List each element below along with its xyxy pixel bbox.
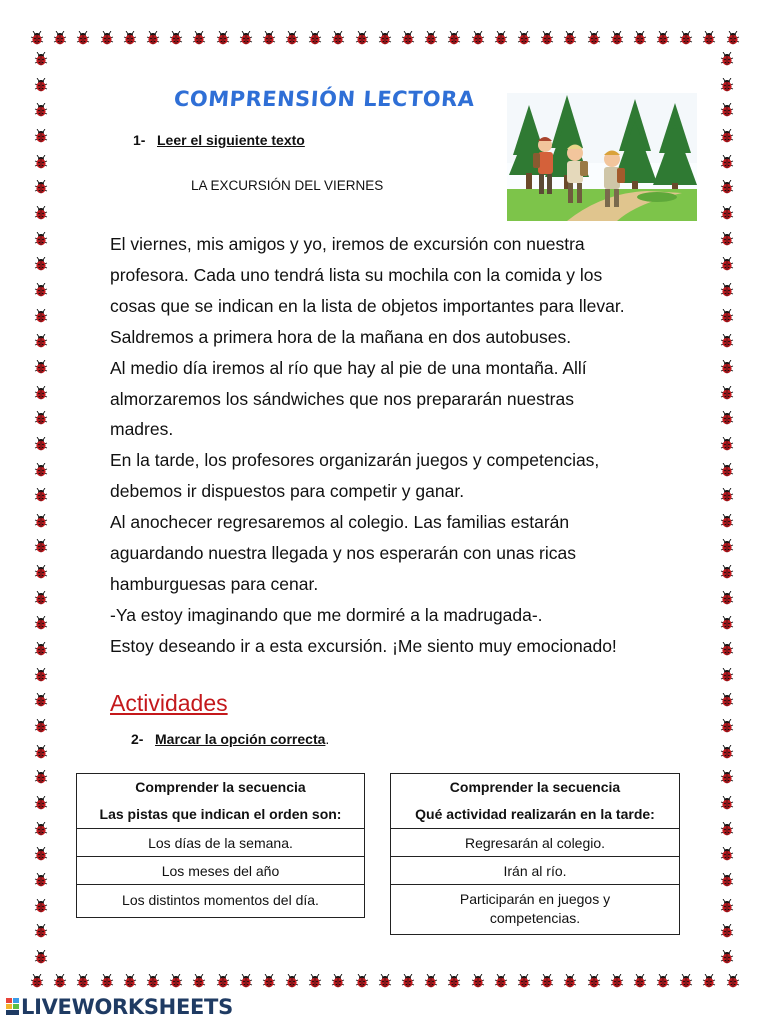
ladybug-icon — [720, 668, 734, 682]
ladybug-icon — [633, 974, 647, 988]
ladybug-icon — [587, 974, 601, 988]
table-1-option-3[interactable]: Los distintos momentos del día. — [77, 884, 364, 914]
ladybug-icon — [34, 745, 48, 759]
story-line: Estoy deseando ir a esta excursión. ¡Me siento muy emocionado! — [110, 635, 617, 656]
footer-brand[interactable]: LIVEWORKSHEETS — [21, 995, 233, 1019]
story-line: hamburguesas para cenar. — [110, 573, 319, 594]
ladybug-border-right — [720, 52, 734, 964]
activities-heading: Actividades — [110, 690, 228, 716]
ladybug-icon — [563, 31, 577, 45]
ladybug-icon — [30, 31, 44, 45]
story-line: almorzaremos los sándwiches que nos prepararán nuestras — [110, 388, 574, 409]
ladybug-icon — [494, 31, 508, 45]
ladybug-icon — [285, 974, 299, 988]
ladybug-border-bottom — [30, 974, 740, 988]
ladybug-icon — [34, 52, 48, 66]
instruction-2-suffix: . — [325, 731, 330, 747]
ladybug-icon — [34, 155, 48, 169]
table-2-option-2[interactable]: Irán al río. — [391, 856, 679, 884]
table-2-option-1[interactable]: Regresarán al colegio. — [391, 828, 679, 856]
ladybug-icon — [34, 103, 48, 117]
ladybug-icon — [76, 31, 90, 45]
ladybug-icon — [34, 796, 48, 810]
instruction-2-text: Marcar la opción correcta — [155, 731, 326, 747]
ladybug-icon — [401, 974, 415, 988]
ladybug-icon — [123, 974, 137, 988]
ladybug-icon — [720, 129, 734, 143]
ladybug-icon — [471, 974, 485, 988]
ladybug-icon — [720, 180, 734, 194]
ladybug-icon — [239, 31, 253, 45]
story-line: aguardando nuestra llegada y nos esperarán con unas ricas — [110, 543, 577, 564]
ladybug-icon — [34, 180, 48, 194]
ladybug-icon — [720, 822, 734, 836]
ladybug-icon — [34, 950, 48, 964]
ladybug-icon — [424, 974, 438, 988]
ladybug-icon — [720, 52, 734, 66]
ladybug-icon — [34, 386, 48, 400]
story-line: Al medio día iremos al río que hay al pie de una montaña. Allí — [110, 357, 587, 378]
ladybug-icon — [331, 31, 345, 45]
page-title: COMPRENSIÓN LECTORA — [173, 87, 476, 111]
ladybug-icon — [401, 31, 415, 45]
story-text — [110, 229, 670, 662]
ladybug-icon — [34, 206, 48, 220]
ladybug-icon — [262, 31, 276, 45]
ladybug-icon — [146, 31, 160, 45]
ladybug-icon — [720, 719, 734, 733]
table-2-option-3[interactable]: Participarán en juegos y competencias. — [391, 884, 679, 933]
ladybug-icon — [34, 257, 48, 271]
ladybug-icon — [720, 514, 734, 528]
ladybug-icon — [34, 693, 48, 707]
story-line: debemos ir dispuestos para competir y ganar. — [110, 481, 465, 502]
instruction-1-number: 1- — [133, 132, 146, 148]
ladybug-icon — [34, 668, 48, 682]
hiking-children-illustration — [507, 93, 697, 221]
story-line: En la tarde, los profesores organizarán juegos y competencias, — [110, 450, 600, 471]
table-2-header: Comprender la secuencia — [449, 779, 621, 795]
ladybug-icon — [146, 974, 160, 988]
ladybug-icon — [720, 78, 734, 92]
ladybug-icon — [216, 974, 230, 988]
ladybug-icon — [192, 974, 206, 988]
ladybug-icon — [30, 974, 44, 988]
ladybug-icon — [720, 309, 734, 323]
ladybug-icon — [720, 539, 734, 553]
instruction-2-number: 2- — [131, 731, 144, 747]
ladybug-icon — [34, 411, 48, 425]
story-line: Al anochecer regresaremos al colegio. Las familias estarán — [110, 512, 570, 533]
question-table-1 — [76, 773, 365, 918]
ladybug-icon — [540, 31, 554, 45]
ladybug-icon — [331, 974, 345, 988]
ladybug-icon — [726, 31, 740, 45]
ladybug-icon — [720, 770, 734, 784]
ladybug-icon — [587, 31, 601, 45]
table-1-option-1[interactable]: Los días de la semana. — [77, 828, 364, 856]
liveworksheets-logo-icon — [6, 998, 20, 1016]
ladybug-icon — [720, 950, 734, 964]
ladybug-icon — [563, 974, 577, 988]
ladybug-icon — [34, 642, 48, 656]
ladybug-icon — [216, 31, 230, 45]
ladybug-icon — [720, 847, 734, 861]
ladybug-icon — [540, 974, 554, 988]
ladybug-icon — [720, 745, 734, 759]
ladybug-icon — [447, 31, 461, 45]
ladybug-icon — [720, 488, 734, 502]
ladybug-icon — [34, 847, 48, 861]
ladybug-icon — [34, 539, 48, 553]
ladybug-icon — [355, 974, 369, 988]
ladybug-icon — [720, 463, 734, 477]
instruction-2 — [131, 731, 329, 747]
ladybug-icon — [720, 103, 734, 117]
table-1-option-2[interactable]: Los meses del año — [77, 856, 364, 884]
ladybug-icon — [34, 822, 48, 836]
ladybug-icon — [720, 796, 734, 810]
story-line: -Ya estoy imaginando que me dormiré a la madrugada-. — [110, 604, 543, 625]
ladybug-icon — [34, 78, 48, 92]
ladybug-icon — [494, 974, 508, 988]
ladybug-icon — [34, 463, 48, 477]
ladybug-icon — [720, 924, 734, 938]
instruction-1 — [133, 132, 305, 148]
table-1-header: Comprender la secuencia — [135, 779, 306, 795]
ladybug-icon — [34, 488, 48, 502]
ladybug-icon — [34, 719, 48, 733]
ladybug-icon — [702, 974, 716, 988]
ladybug-icon — [34, 514, 48, 528]
story-line: madres. — [110, 419, 174, 440]
ladybug-icon — [720, 283, 734, 297]
ladybug-icon — [720, 565, 734, 579]
ladybug-icon — [702, 31, 716, 45]
ladybug-icon — [720, 334, 734, 348]
ladybug-icon — [720, 616, 734, 630]
ladybug-icon — [34, 334, 48, 348]
ladybug-icon — [34, 770, 48, 784]
ladybug-icon — [34, 283, 48, 297]
ladybug-icon — [610, 974, 624, 988]
instruction-1-text: Leer el siguiente texto — [157, 132, 305, 148]
ladybug-icon — [720, 437, 734, 451]
ladybug-icon — [720, 642, 734, 656]
ladybug-icon — [262, 974, 276, 988]
ladybug-icon — [378, 31, 392, 45]
ladybug-icon — [610, 31, 624, 45]
ladybug-icon — [517, 31, 531, 45]
story-line: profesora. Cada uno tendrá lista su mochila con la comida y los — [110, 264, 603, 285]
ladybug-icon — [720, 257, 734, 271]
story-line: Saldremos a primera hora de la mañana en dos autobuses. — [110, 326, 572, 347]
question-table-2 — [390, 773, 680, 935]
ladybug-icon — [34, 129, 48, 143]
table-2-question: Qué actividad realizarán en la tarde: — [415, 806, 655, 822]
ladybug-icon — [424, 31, 438, 45]
ladybug-icon — [53, 31, 67, 45]
ladybug-icon — [34, 591, 48, 605]
ladybug-icon — [34, 565, 48, 579]
ladybug-icon — [34, 924, 48, 938]
ladybug-icon — [720, 155, 734, 169]
ladybug-icon — [169, 31, 183, 45]
ladybug-icon — [720, 693, 734, 707]
ladybug-icon — [34, 437, 48, 451]
story-title: LA EXCURSIÓN DEL VIERNES — [191, 178, 384, 193]
ladybug-icon — [308, 31, 322, 45]
ladybug-icon — [720, 360, 734, 374]
table-1-question: Las pistas que indican el orden son: — [99, 806, 342, 822]
ladybug-icon — [633, 31, 647, 45]
ladybug-icon — [239, 974, 253, 988]
ladybug-icon — [726, 974, 740, 988]
story-line: cosas que se indican en la lista de objetos importantes para llevar. — [110, 295, 625, 316]
ladybug-icon — [34, 360, 48, 374]
ladybug-icon — [679, 31, 693, 45]
ladybug-icon — [100, 974, 114, 988]
ladybug-icon — [517, 974, 531, 988]
ladybug-icon — [76, 974, 90, 988]
ladybug-icon — [720, 873, 734, 887]
ladybug-icon — [355, 31, 369, 45]
ladybug-icon — [100, 31, 114, 45]
ladybug-border-top — [30, 31, 740, 45]
story-line: El viernes, mis amigos y yo, iremos de excursión con nuestra — [110, 234, 585, 254]
ladybug-icon — [720, 386, 734, 400]
ladybug-border-left — [34, 52, 48, 964]
ladybug-icon — [471, 31, 485, 45]
ladybug-icon — [720, 899, 734, 913]
ladybug-icon — [53, 974, 67, 988]
ladybug-icon — [169, 974, 183, 988]
ladybug-icon — [656, 974, 670, 988]
ladybug-icon — [378, 974, 392, 988]
ladybug-icon — [720, 206, 734, 220]
ladybug-icon — [34, 309, 48, 323]
ladybug-icon — [656, 31, 670, 45]
ladybug-icon — [720, 232, 734, 246]
ladybug-icon — [447, 974, 461, 988]
ladybug-icon — [192, 31, 206, 45]
ladybug-icon — [34, 232, 48, 246]
ladybug-icon — [720, 411, 734, 425]
ladybug-icon — [285, 31, 299, 45]
ladybug-icon — [308, 974, 322, 988]
ladybug-icon — [123, 31, 137, 45]
ladybug-icon — [34, 899, 48, 913]
ladybug-icon — [34, 873, 48, 887]
ladybug-icon — [720, 591, 734, 605]
ladybug-icon — [679, 974, 693, 988]
ladybug-icon — [34, 616, 48, 630]
footer — [0, 994, 768, 1024]
